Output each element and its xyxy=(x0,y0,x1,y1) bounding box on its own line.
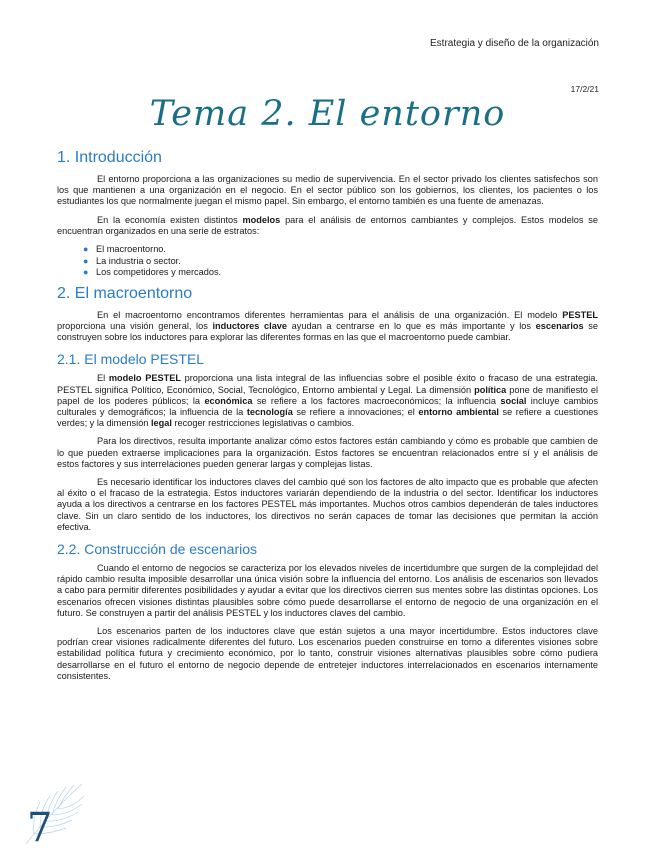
bullet-icon: ● xyxy=(83,244,89,255)
intro-paragraph-1: El entorno proporciona a las organizaciones su medio de supervivencia. En el sector privado los clientes satisfechos son los que mantienen a una organización en el negocio. En el sector público son los gobiernos, los clientes, los pacientes o los estudiantes los que normalmente juegan el mismo papel. Sin embargo, el entorno también es una fuente de amenazas. xyxy=(57,174,598,207)
running-header: Estrategia y diseño de la organización xyxy=(430,38,599,49)
bullet-icon: ● xyxy=(83,255,89,266)
section-heading-macroentorno: 2. El macroentorno xyxy=(57,284,193,302)
pestel-paragraph-1: El modelo PESTEL proporciona una lista integral de las influencias sobre el posible éxito o fracaso de una estrategia. PESTEL significa Político, Económico, Social, Tecnológico, Entorno ambiental y Legal. La dimensión política pone de manifiesto el papel de los poderes públicos; la económica se refiere a los factores macroeconómicos; la influencia social incluye cambios culturales y demográficos; la influencia de la tecnología se refiere a innovaciones; el entorno ambiental se refiere a cuestiones verdes; y la dimensión legal recoger restricciones legislativas o cambios. xyxy=(57,373,599,429)
document-date: 17/2/21 xyxy=(570,84,599,94)
page-number: 7 xyxy=(27,805,53,851)
escenarios-paragraph-2: Los escenarios parten de los inductores clave que están sujetos a una mayor incertidumbre. Estos inductores clave podrían crear visiones radicalmente diferentes del futuro. Los escenarios pueden construirse en torno a diferentes visiones sobre estabilidad política futura y crecimiento económico, por lo tanto, construir visiones alternativas plausibles sobre cómo pudiera desarrollarse en el futuro el entorno de negocio depende de entretejer inductores interrelacionados en escenarios internamente consistentes. xyxy=(57,626,598,681)
pestel-paragraph-3: Es necesario identificar los inductores claves del cambio qué son los factores de alto impacto que es probable que afecten al éxito o el fracaso de la estrategia. Estos inductores variarán dependiendo de la industria o del sector. Identificar los inductores ayuda a los directivos a centrarse en los factores PESTEL más importantes. Muchos otros cambios dependerán de tales inductores clave. Sin un claro sentido de los inductores, los directivos no serán capaces de tomar las decisiones que permitan la acción efectiva. xyxy=(57,477,598,532)
pestel-paragraph-2: Para los directivos, resulta importante analizar cómo estos factores están cambiando y cómo es probable que cambien de lo que pueden extraerse implicaciones para la organización. Estos factores se encuentran relacionados entre sí y el análisis de estos factores y sus interrelaciones pueden generar largas y complejas listas. xyxy=(57,436,598,469)
macro-paragraph-1: En el macroentorno encontramos diferentes herramientas para el análisis de una organización. El modelo PESTEL proporciona una visión general, los inductores clave ayudan a centrarse en lo que es más importante y los escenarios se construyen sobre los inductores para explorar las diferentes formas en las que el macroentorno puede cambiar. xyxy=(57,309,598,343)
document-body xyxy=(57,148,598,689)
list-item: ● Los competidores y mercados. xyxy=(83,267,222,278)
subsection-heading-pestel: 2.1. El modelo PESTEL xyxy=(57,351,205,368)
escenarios-paragraph-1: Cuando el entorno de negocios se caracteriza por los elevados niveles de incertidumbre que surgen de la complejidad del rápido cambio resulta imposible desarrollar una única visión sobre la influencia del entorno. Los análisis de escenarios son llevados a cabo para permitir diferentes posibilidades y ayudar a evitar que los directivos cierren sus mentes sobre las distintas opciones. Los escenarios ofrecen visiones distintas plausibles sobre cómo puede desarrollarse el entorno de negocio de una organización en el futuro. Se construyen a partir del análisis PESTEL y los inductores claves del cambio. xyxy=(57,563,598,618)
intro-paragraph-2: En la economía existen distintos modelos para el análisis de entornos cambiantes y complejos. Estos modelos se encuentran organizados en una serie de estratos: xyxy=(57,214,598,236)
bullet-icon: ● xyxy=(83,267,89,278)
page-title: Tema 2. El entorno xyxy=(149,94,506,134)
strata-list xyxy=(57,244,598,279)
section-heading-introduccion: 1. Introducción xyxy=(57,149,162,166)
list-item: ● La industria o sector. xyxy=(83,255,181,266)
subsection-heading-escenarios: 2.2. Construcción de escenarios xyxy=(57,541,257,558)
list-item: ● El macroentorno. xyxy=(83,244,166,255)
